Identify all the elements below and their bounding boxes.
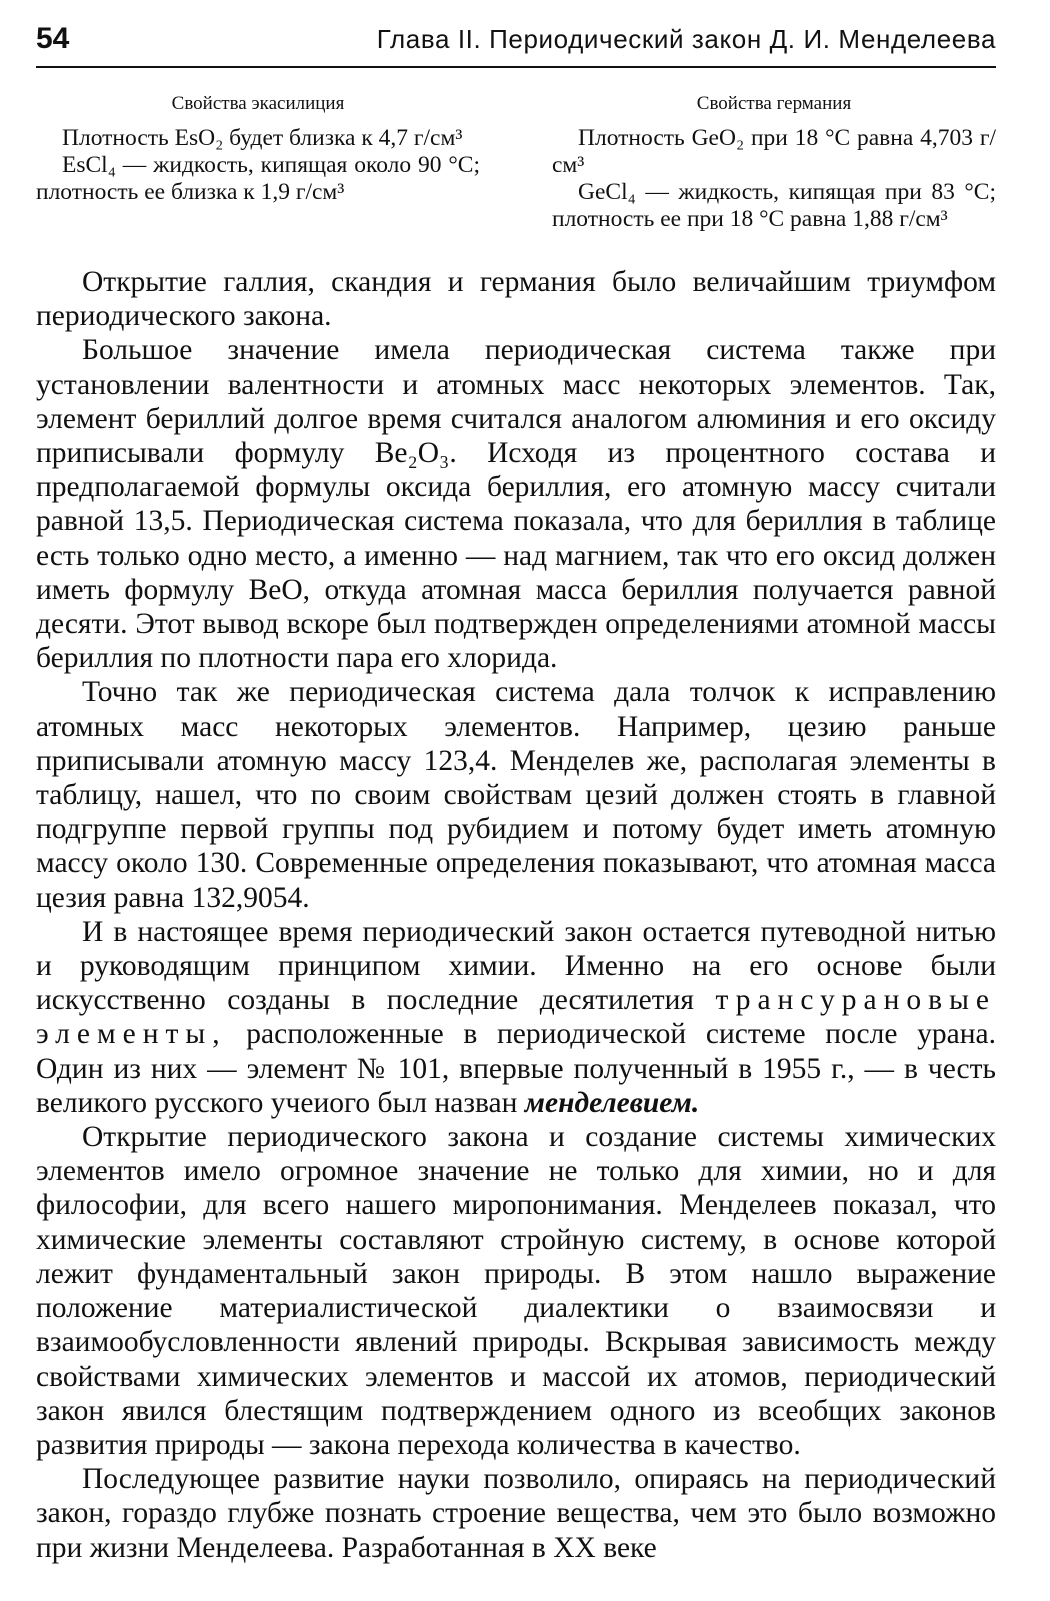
paragraph-cesium: Точно так же периодическая система дала толчок к исправлению атомных масс некоторых элементов. Например, цезию раньше приписывали атомную массу 123,4. Менделев же, располагая элементы в таблицу, нашел, что по своим свойствам цезий должен стоять в главной подгруппе первой группы под рубидием и потому будет иметь атомную массу около 130. Современные определения показывают, что атомная масса цезия равна 132,9054. [36,676,996,914]
transuranium-text-start: И в настоящее время периодический закон остается путеводной нитью и руководящим принципом химии. Именно на его основе были искусственно созданы в последние десятилетия [36,915,996,1017]
ekasilicon-oxide-density: Плотность EsO₂ будет близка к 4,7 г/см³ [62,125,463,151]
paragraph-beryllium: Большое значение имела периодическая система также при установлении валентности и атомных масс некоторых элементов. Так, элемент бериллий долгое время считался аналогом алюминия и его оксиду приписывали формулу Be₂O₃. Исходя из процентного состава и предполагаемой формулы оксида бериллия, его атомную массу считали равной 13,5. Периодическая система показала, что для бериллия в таблице есть только одно место, а именно — над магнием, так что его оксид должен иметь формулу BeO, откуда атомная масса бериллия получается равной десяти. Этот вывод вскоре был подтвержден определениями атомной массы бериллия по плотности пара его хлорида. [36,334,996,675]
paragraph-later-development: Последующее развитие науки позволило, опираясь на периодический закон, гораздо глубже познать строение вещества, чем это было возможно при жизни Менделеева. Разработанная в XX веке [36,1463,996,1564]
page-number: 54 [36,22,70,55]
germanium-chloride-properties: GeCl₄ — жидкость, кипящая при 83 °С; плотность ее при 18 °С равна 1,88 г/см³ [552,179,996,232]
book-page [36,22,996,1565]
paragraph-philosophy: Открытие периодического закона и создание системы химических элементов имело огромное значение не только для химии, но и для философии, для всего нашего миропонимания. Менделеев показал, что химические элементы составляют стройную систему, в основе которой лежит фундаментальный закон природы. В этом нашло выражение положение материалистической диалектики о взаимосвязи и взаимообусловленности явлений природы. Вскрывая зависимость между свойствами химических элементов и массой их атомов, периодический закон явился блестящим подтверждением одного из всеобщих законов развития природы — закона перехода количества в качество. [36,1121,996,1461]
germanium-properties-column [552,90,996,233]
ekasilicon-properties-column [36,90,480,233]
germanium-column-title: Свойства германия [696,93,852,114]
mendelevium-term: менделевием. [524,1086,700,1119]
running-header [36,22,996,68]
paragraph-triumph: Открытие галлия, скандия и германия было величайшим триумфом периодического закона. [36,266,996,333]
chapter-title: Глава II. Периодический закон Д. И. Менделеева [376,24,996,54]
properties-comparison [36,90,996,233]
main-text [36,265,996,1565]
transuranium-text-middle: расположенные в периодической системе после урана. Один из них — элемент № 101, впервые полученный в 1955 г., — в честь великого русского учеиого был назван [36,1018,996,1119]
paragraph-transuranium [36,915,996,1120]
transuranium-term: трансурановые элементы, [36,984,996,1051]
germanium-oxide-density: Плотность GeO₂ при 18 °С равна 4,703 г/см³ [552,125,996,178]
ekasilicon-column-title: Свойства экасилиция [171,93,345,114]
ekasilicon-chloride-properties: EsCl₄ — жидкость, кипящая около 90 °С; плотность ее близка к 1,9 г/см³ [36,152,480,205]
